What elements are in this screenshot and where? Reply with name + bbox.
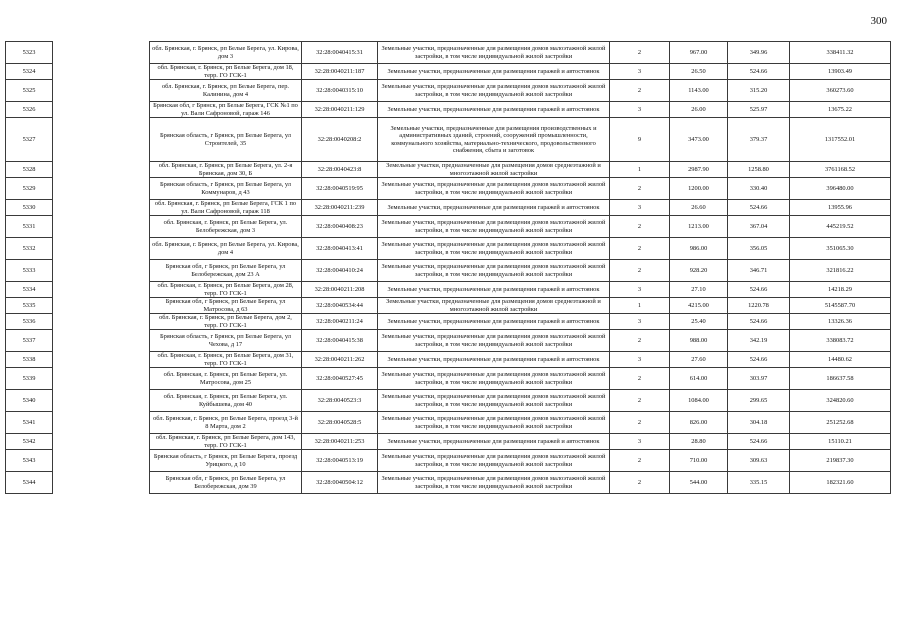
cadastral-value-cell: 182321.60 bbox=[790, 472, 891, 494]
group-cell: 2 bbox=[610, 330, 670, 352]
empty-cell bbox=[53, 390, 150, 412]
address-cell: обл. Брянская, г. Брянск, рп Белые Берега, пер. Калинина, дом 4 bbox=[150, 80, 302, 102]
empty-cell bbox=[53, 64, 150, 80]
empty-cell bbox=[53, 260, 150, 282]
cadastral-value-cell: 13955.96 bbox=[790, 200, 891, 216]
empty-cell bbox=[53, 80, 150, 102]
cadastral-number-cell: 32:28:0040211:262 bbox=[302, 352, 378, 368]
cadastral-value-cell: 219837.30 bbox=[790, 450, 891, 472]
address-cell: Брянская обл, г Брянск, рп Белые Берега, ул Белобережская, дом 39 bbox=[150, 472, 302, 494]
address-cell: Брянская область, г Брянск, рп Белые Берега, ул Строителей, 35 bbox=[150, 118, 302, 162]
row-number: 5329 bbox=[6, 178, 53, 200]
land-use-cell: Земельные участки, предназначенные для размещения домов малоэтажной жилой застройки, в том числе индивидуальной жилой застройки bbox=[378, 368, 610, 390]
cadastral-number-cell: 32:28:0040211:24 bbox=[302, 314, 378, 330]
address-cell: обл. Брянская, г. Брянск, рп Белые Берега, дом 2, терр. ГО ГСК-1 bbox=[150, 314, 302, 330]
land-use-cell: Земельные участки, предназначенные для размещения производственных и административных зданий, строений, сооружений промышленности, коммунального хозяйства, материально-технического, продовольственного снабжения, сбыта и заготовок bbox=[378, 118, 610, 162]
address-cell: обл. Брянская, г. Брянск, рп Белые Берега, дом 28, терр. ГО ГСК-1 bbox=[150, 282, 302, 298]
area-cell: 1084.00 bbox=[670, 390, 728, 412]
table-row bbox=[6, 64, 891, 80]
cadastral-value-cell: 321816.22 bbox=[790, 260, 891, 282]
specific-value-cell: 524.66 bbox=[728, 434, 790, 450]
cadastral-number-cell: 32:28:0040413:41 bbox=[302, 238, 378, 260]
row-number: 5331 bbox=[6, 216, 53, 238]
cadastral-value-cell: 13903.49 bbox=[790, 64, 891, 80]
area-cell: 1143.00 bbox=[670, 80, 728, 102]
specific-value-cell: 309.63 bbox=[728, 450, 790, 472]
row-number: 5338 bbox=[6, 352, 53, 368]
table-row bbox=[6, 102, 891, 118]
cadastral-number-cell: 32:28:0040528:5 bbox=[302, 412, 378, 434]
empty-cell bbox=[53, 282, 150, 298]
row-number: 5323 bbox=[6, 42, 53, 64]
land-use-cell: Земельные участки, предназначенные для размещения гаражей и автостоянок bbox=[378, 102, 610, 118]
address-cell: Брянская обл, г Брянск, рп Белые Берега, ул Матросова, д 63 bbox=[150, 298, 302, 314]
table-row bbox=[6, 314, 891, 330]
land-use-cell: Земельные участки, предназначенные для размещения домов малоэтажной жилой застройки, в том числе индивидуальной жилой застройки bbox=[378, 216, 610, 238]
table-row bbox=[6, 216, 891, 238]
group-cell: 2 bbox=[610, 80, 670, 102]
cadastral-value-cell: 3761168.52 bbox=[790, 162, 891, 178]
specific-value-cell: 346.71 bbox=[728, 260, 790, 282]
specific-value-cell: 1258.80 bbox=[728, 162, 790, 178]
land-use-cell: Земельные участки, предназначенные для размещения домов малоэтажной жилой застройки, в том числе индивидуальной жилой застройки bbox=[378, 260, 610, 282]
row-number: 5324 bbox=[6, 64, 53, 80]
land-use-cell: Земельные участки, предназначенные для размещения домов малоэтажной жилой застройки, в том числе индивидуальной жилой застройки bbox=[378, 178, 610, 200]
area-cell: 3473.00 bbox=[670, 118, 728, 162]
row-number: 5325 bbox=[6, 80, 53, 102]
area-cell: 27.10 bbox=[670, 282, 728, 298]
cadastral-number-cell: 32:28:0040534:44 bbox=[302, 298, 378, 314]
group-cell: 3 bbox=[610, 102, 670, 118]
empty-cell bbox=[53, 118, 150, 162]
area-cell: 928.20 bbox=[670, 260, 728, 282]
address-cell: обл. Брянская, г. Брянск, рп Белые Берега, ГСК 1 по ул. Вали Сафроновой, гараж 118 bbox=[150, 200, 302, 216]
cadastral-value-cell: 324820.60 bbox=[790, 390, 891, 412]
area-cell: 614.00 bbox=[670, 368, 728, 390]
address-cell: обл. Брянская, г. Брянск, рп Белые Берега, проезд 3-й 8 Марта, дом 2 bbox=[150, 412, 302, 434]
cadastral-value-cell: 186637.58 bbox=[790, 368, 891, 390]
cadastral-value-cell: 351065.30 bbox=[790, 238, 891, 260]
specific-value-cell: 303.97 bbox=[728, 368, 790, 390]
specific-value-cell: 304.18 bbox=[728, 412, 790, 434]
cadastral-number-cell: 32:28:0040208:2 bbox=[302, 118, 378, 162]
row-number: 5340 bbox=[6, 390, 53, 412]
empty-cell bbox=[53, 472, 150, 494]
row-number: 5339 bbox=[6, 368, 53, 390]
cadastral-number-cell: 32:28:0040211:208 bbox=[302, 282, 378, 298]
table-row bbox=[6, 390, 891, 412]
group-cell: 1 bbox=[610, 162, 670, 178]
cadastral-number-cell: 32:28:0040415:31 bbox=[302, 42, 378, 64]
specific-value-cell: 524.66 bbox=[728, 200, 790, 216]
group-cell: 2 bbox=[610, 412, 670, 434]
address-cell: обл. Брянская, г. Брянск, рп Белые Берега, дом 31, терр. ГО ГСК-1 bbox=[150, 352, 302, 368]
empty-cell bbox=[53, 200, 150, 216]
group-cell: 3 bbox=[610, 282, 670, 298]
land-use-cell: Земельные участки, предназначенные для размещения гаражей и автостоянок bbox=[378, 352, 610, 368]
cadastral-value-cell: 14218.29 bbox=[790, 282, 891, 298]
cadastral-value-cell: 1317552.01 bbox=[790, 118, 891, 162]
row-number: 5326 bbox=[6, 102, 53, 118]
land-use-cell: Земельные участки, предназначенные для размещения гаражей и автостоянок bbox=[378, 64, 610, 80]
cadastral-number-cell: 32:28:0040211:253 bbox=[302, 434, 378, 450]
cadastral-value-cell: 14480.62 bbox=[790, 352, 891, 368]
row-number: 5336 bbox=[6, 314, 53, 330]
land-use-cell: Земельные участки, предназначенные для размещения домов малоэтажной жилой застройки, в том числе индивидуальной жилой застройки bbox=[378, 42, 610, 64]
area-cell: 27.60 bbox=[670, 352, 728, 368]
group-cell: 3 bbox=[610, 352, 670, 368]
address-cell: обл. Брянская, г. Брянск, рп Белые Берега, дом 18, терр. ГО ГСК-1 bbox=[150, 64, 302, 80]
cadastral-value-cell: 13326.36 bbox=[790, 314, 891, 330]
empty-cell bbox=[53, 434, 150, 450]
table-row bbox=[6, 162, 891, 178]
empty-cell bbox=[53, 216, 150, 238]
group-cell: 2 bbox=[610, 42, 670, 64]
page-number: 300 bbox=[870, 15, 887, 27]
cadastral-number-cell: 32:28:0040504:12 bbox=[302, 472, 378, 494]
area-cell: 967.00 bbox=[670, 42, 728, 64]
empty-cell bbox=[53, 314, 150, 330]
table-row bbox=[6, 42, 891, 64]
area-cell: 710.00 bbox=[670, 450, 728, 472]
row-number: 5330 bbox=[6, 200, 53, 216]
empty-cell bbox=[53, 298, 150, 314]
cadastral-value-cell: 15110.21 bbox=[790, 434, 891, 450]
specific-value-cell: 299.65 bbox=[728, 390, 790, 412]
group-cell: 2 bbox=[610, 368, 670, 390]
row-number: 5344 bbox=[6, 472, 53, 494]
table-row bbox=[6, 282, 891, 298]
cadastral-number-cell: 32:28:0040211:129 bbox=[302, 102, 378, 118]
land-use-cell: Земельные участки, предназначенные для размещения домов малоэтажной жилой застройки, в том числе индивидуальной жилой застройки bbox=[378, 390, 610, 412]
land-use-cell: Земельные участки, предназначенные для размещения домов малоэтажной жилой застройки, в том числе индивидуальной жилой застройки bbox=[378, 80, 610, 102]
row-number: 5341 bbox=[6, 412, 53, 434]
area-cell: 28.80 bbox=[670, 434, 728, 450]
address-cell: Брянская область, г Брянск, рп Белые Берега, ул Чехова, д 17 bbox=[150, 330, 302, 352]
land-use-cell: Земельные участки, предназначенные для размещения гаражей и автостоянок bbox=[378, 434, 610, 450]
table-row bbox=[6, 200, 891, 216]
empty-cell bbox=[53, 330, 150, 352]
row-number: 5334 bbox=[6, 282, 53, 298]
group-cell: 3 bbox=[610, 64, 670, 80]
area-cell: 25.40 bbox=[670, 314, 728, 330]
group-cell: 2 bbox=[610, 472, 670, 494]
address-cell: обл. Брянская, г. Брянск, рп Белые Берега, ул. Белобережская, дом 3 bbox=[150, 216, 302, 238]
empty-cell bbox=[53, 412, 150, 434]
land-use-cell: Земельные участки, предназначенные для размещения гаражей и автостоянок bbox=[378, 200, 610, 216]
specific-value-cell: 342.19 bbox=[728, 330, 790, 352]
table-row bbox=[6, 260, 891, 282]
specific-value-cell: 524.66 bbox=[728, 314, 790, 330]
group-cell: 2 bbox=[610, 216, 670, 238]
cadastral-number-cell: 32:28:0040211:239 bbox=[302, 200, 378, 216]
specific-value-cell: 367.04 bbox=[728, 216, 790, 238]
specific-value-cell: 1220.78 bbox=[728, 298, 790, 314]
empty-cell bbox=[53, 352, 150, 368]
land-use-cell: Земельные участки, предназначенные для размещения домов малоэтажной жилой застройки, в том числе индивидуальной жилой застройки bbox=[378, 472, 610, 494]
table-row bbox=[6, 352, 891, 368]
address-cell: обл. Брянская, г. Брянск, рп Белые Берега, дом 143, терр. ГО ГСК-1 bbox=[150, 434, 302, 450]
row-number: 5327 bbox=[6, 118, 53, 162]
group-cell: 1 bbox=[610, 298, 670, 314]
address-cell: Брянская обл, г Брянск, рп Белые Берега, ул Белобережская, дом 23 А bbox=[150, 260, 302, 282]
area-cell: 26.50 bbox=[670, 64, 728, 80]
area-cell: 988.00 bbox=[670, 330, 728, 352]
table-row bbox=[6, 178, 891, 200]
area-cell: 826.00 bbox=[670, 412, 728, 434]
cadastral-value-cell: 13675.22 bbox=[790, 102, 891, 118]
cadastral-number-cell: 32:28:0040519:95 bbox=[302, 178, 378, 200]
row-number: 5337 bbox=[6, 330, 53, 352]
specific-value-cell: 356.05 bbox=[728, 238, 790, 260]
area-cell: 4215.00 bbox=[670, 298, 728, 314]
group-cell: 2 bbox=[610, 178, 670, 200]
empty-cell bbox=[53, 42, 150, 64]
empty-cell bbox=[53, 102, 150, 118]
cadastral-number-cell: 32:28:0040415:38 bbox=[302, 330, 378, 352]
group-cell: 3 bbox=[610, 434, 670, 450]
group-cell: 3 bbox=[610, 314, 670, 330]
row-number: 5333 bbox=[6, 260, 53, 282]
specific-value-cell: 349.96 bbox=[728, 42, 790, 64]
cadastral-number-cell: 32:28:0040211:187 bbox=[302, 64, 378, 80]
table-row bbox=[6, 118, 891, 162]
group-cell: 3 bbox=[610, 200, 670, 216]
group-cell: 2 bbox=[610, 390, 670, 412]
cadastral-value-cell: 445219.52 bbox=[790, 216, 891, 238]
table-row bbox=[6, 450, 891, 472]
land-use-cell: Земельные участки, предназначенные для размещения гаражей и автостоянок bbox=[378, 314, 610, 330]
land-use-cell: Земельные участки, предназначенные для размещения домов малоэтажной жилой застройки, в том числе индивидуальной жилой застройки bbox=[378, 412, 610, 434]
group-cell: 2 bbox=[610, 238, 670, 260]
group-cell: 2 bbox=[610, 450, 670, 472]
specific-value-cell: 524.66 bbox=[728, 352, 790, 368]
specific-value-cell: 330.40 bbox=[728, 178, 790, 200]
land-use-cell: Земельные участки, предназначенные для размещения домов малоэтажной жилой застройки, в том числе индивидуальной жилой застройки bbox=[378, 330, 610, 352]
cadastral-value-cell: 338083.72 bbox=[790, 330, 891, 352]
table-row bbox=[6, 412, 891, 434]
cadastral-value-cell: 5145587.70 bbox=[790, 298, 891, 314]
row-number: 5332 bbox=[6, 238, 53, 260]
table-row bbox=[6, 298, 891, 314]
specific-value-cell: 335.15 bbox=[728, 472, 790, 494]
land-use-cell: Земельные участки, предназначенные для размещения домов среднеэтажной и многоэтажной жилой застройки bbox=[378, 162, 610, 178]
empty-cell bbox=[53, 162, 150, 178]
area-cell: 26.60 bbox=[670, 200, 728, 216]
land-use-cell: Земельные участки, предназначенные для размещения домов среднеэтажной и многоэтажной жилой застройки bbox=[378, 298, 610, 314]
cadastral-number-cell: 32:28:0040315:10 bbox=[302, 80, 378, 102]
cadastral-number-cell: 32:28:0040410:24 bbox=[302, 260, 378, 282]
cadastral-value-table bbox=[5, 41, 891, 494]
cadastral-number-cell: 32:28:0040527:45 bbox=[302, 368, 378, 390]
table-row bbox=[6, 472, 891, 494]
address-cell: обл. Брянская, г. Брянск, рп Белые Берега, ул. Матросова, дом 25 bbox=[150, 368, 302, 390]
cadastral-number-cell: 32:28:0040513:19 bbox=[302, 450, 378, 472]
land-use-cell: Земельные участки, предназначенные для размещения домов малоэтажной жилой застройки, в том числе индивидуальной жилой застройки bbox=[378, 238, 610, 260]
area-cell: 544.00 bbox=[670, 472, 728, 494]
group-cell: 9 bbox=[610, 118, 670, 162]
empty-cell bbox=[53, 450, 150, 472]
address-cell: обл. Брянская, г. Брянск, рп Белые Берега, ул. Кирова, дом 4 bbox=[150, 238, 302, 260]
table-row bbox=[6, 80, 891, 102]
cadastral-value-cell: 360273.60 bbox=[790, 80, 891, 102]
area-cell: 2987.90 bbox=[670, 162, 728, 178]
cadastral-number-cell: 32:28:0040408:23 bbox=[302, 216, 378, 238]
empty-cell bbox=[53, 178, 150, 200]
table-row bbox=[6, 368, 891, 390]
table-row bbox=[6, 330, 891, 352]
cadastral-number-cell: 32:28:0040523:3 bbox=[302, 390, 378, 412]
address-cell: обл. Брянская, г. Брянск, рп Белые Берега, ул. 2-я Брянская, дом 30, Б bbox=[150, 162, 302, 178]
table-row bbox=[6, 434, 891, 450]
specific-value-cell: 379.37 bbox=[728, 118, 790, 162]
row-number: 5342 bbox=[6, 434, 53, 450]
specific-value-cell: 524.66 bbox=[728, 64, 790, 80]
address-cell: Брянская область, г Брянск, рп Белые Берега, проезд Урицкого, д 10 bbox=[150, 450, 302, 472]
row-number: 5343 bbox=[6, 450, 53, 472]
cadastral-value-cell: 338411.32 bbox=[790, 42, 891, 64]
land-use-cell: Земельные участки, предназначенные для размещения гаражей и автостоянок bbox=[378, 282, 610, 298]
specific-value-cell: 524.66 bbox=[728, 282, 790, 298]
area-cell: 1213.00 bbox=[670, 216, 728, 238]
address-cell: Брянская область, г Брянск, рп Белые Берега, ул Коммунаров, д 43 bbox=[150, 178, 302, 200]
area-cell: 986.00 bbox=[670, 238, 728, 260]
area-cell: 26.00 bbox=[670, 102, 728, 118]
table-row bbox=[6, 238, 891, 260]
group-cell: 2 bbox=[610, 260, 670, 282]
cadastral-number-cell: 32:28:0040423:8 bbox=[302, 162, 378, 178]
empty-cell bbox=[53, 368, 150, 390]
address-cell: обл. Брянская, г. Брянск, рп Белые Берега, ул. Кирова, дом 3 bbox=[150, 42, 302, 64]
cadastral-value-cell: 251252.68 bbox=[790, 412, 891, 434]
empty-cell bbox=[53, 238, 150, 260]
address-cell: обл. Брянская, г. Брянск, рп Белые Берега, ул. Куйбышева, дом 40 bbox=[150, 390, 302, 412]
specific-value-cell: 525.97 bbox=[728, 102, 790, 118]
row-number: 5335 bbox=[6, 298, 53, 314]
row-number: 5328 bbox=[6, 162, 53, 178]
cadastral-value-cell: 396480.00 bbox=[790, 178, 891, 200]
specific-value-cell: 315.20 bbox=[728, 80, 790, 102]
land-use-cell: Земельные участки, предназначенные для размещения домов малоэтажной жилой застройки, в том числе индивидуальной жилой застройки bbox=[378, 450, 610, 472]
area-cell: 1200.00 bbox=[670, 178, 728, 200]
address-cell: Брянская обл, г Брянск, рп Белые Берега, ГСК №1 по ул. Вали Сафроновой, гараж 146 bbox=[150, 102, 302, 118]
